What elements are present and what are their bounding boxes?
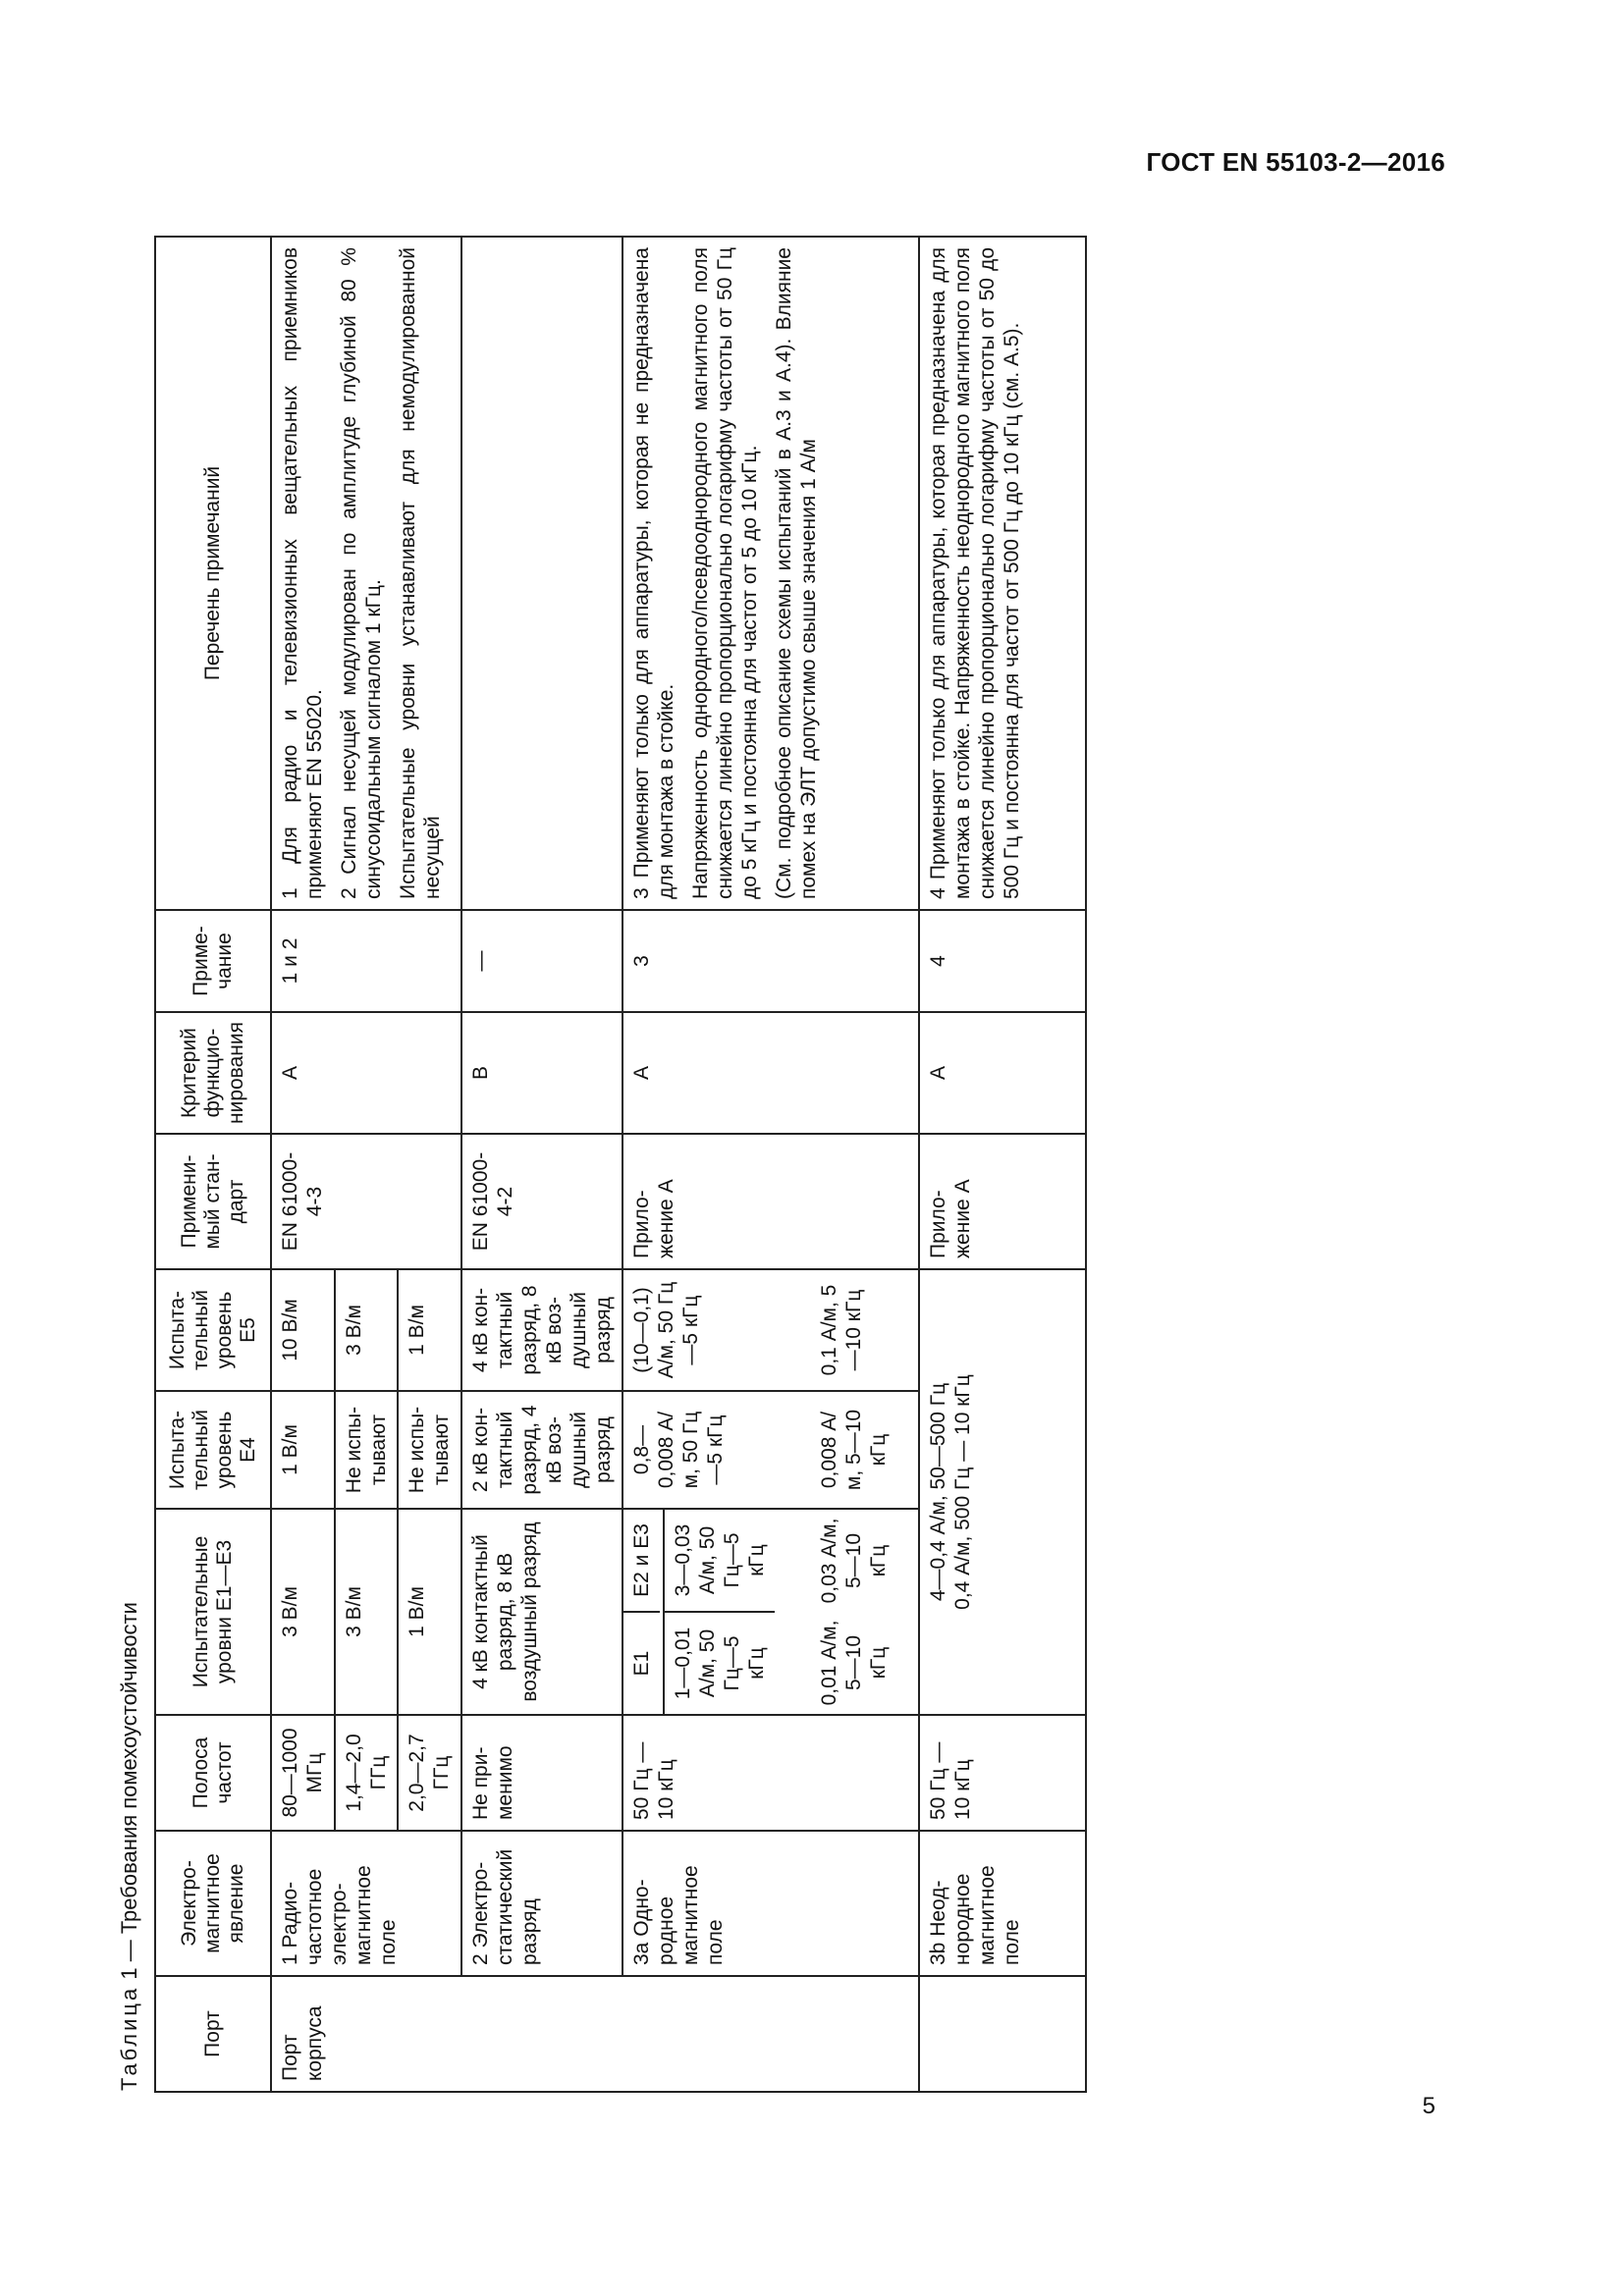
document-standard-header: ГОСТ EN 55103-2—2016 [1146, 147, 1445, 177]
note-text: 3 Применяют только для аппаратуры, которая не предназначена для монтажа в стойке. [630, 247, 677, 899]
col-header-e4: Испыта-тельный уровень Е4 [155, 1391, 271, 1509]
criterion-cell: B [461, 1012, 623, 1134]
levels-merged-cell [919, 1269, 1086, 1715]
e2-e3-label: E2 и E3 [623, 1510, 660, 1613]
port-cell-continued [919, 1976, 1086, 2092]
port-cell-continued [461, 1976, 623, 2092]
phenomenon-cell: 3b Неод-нородное магнитное поле [919, 1831, 1086, 1976]
e-level-split-values [811, 1509, 919, 1715]
table-row [919, 237, 1086, 2092]
e5-cell: 4 кВ кон-тактный разряд, 8 кВ воз-душный разряд [461, 1269, 623, 1391]
col-header-criterion: Критерий функцио-нирования [155, 1012, 271, 1134]
note-text: 1 Для радио и телевизионных вещательных приемников применяют EN 55020. [279, 247, 326, 899]
notes-list-cell [461, 237, 623, 910]
e1-e3-cell: 4 кВ контактный разряд, 8 кВ воздушный разряд [461, 1509, 623, 1715]
table-row [271, 237, 335, 2092]
port-cell-continued [664, 1976, 811, 2092]
e4-cell: 1 В/м [271, 1391, 335, 1509]
e5-cell: 0,1 А/м, 5—10 кГц [811, 1269, 919, 1391]
e5-cell: 1 В/м [398, 1269, 461, 1391]
caption-text: 1 — Требования помехоустойчивости [117, 1602, 141, 1980]
col-header-band: Полоса частот [155, 1715, 271, 1831]
note-text: Испытательные уровни устанавливают для немодулированной несущей [397, 247, 444, 899]
note-cell: 1 и 2 [271, 910, 461, 1012]
note-cell: 3 [623, 910, 919, 1012]
note-text: (См. подробное описание схемы испытаний в А.3 и А.4). Влияние помех на ЭЛТ допустимо свыше значения 1 А/м [773, 247, 820, 899]
notes-list-cell [271, 237, 461, 910]
e-level-split-header [623, 1509, 664, 1715]
table-row [623, 237, 664, 2092]
col-header-notes-list: Перечень примечаний [155, 237, 271, 910]
band-cell: 1,4—2,0 ГГц [335, 1715, 399, 1831]
band-cell: 50 Гц — 10 кГц [623, 1715, 919, 1831]
band-cell: 50 Гц — 10 кГц [919, 1715, 1086, 1831]
note-text: 4 Применяют только для аппаратуры, которая предназначена для монтажа в стойке. Напряженность неоднородного магнитного поля снижается линейно пропорционально логарифму частоты от 50 до 500 Гц и постоянна для частот от 500 Гц до 10 кГц (см. А.5). [927, 247, 1023, 899]
col-header-phenomenon: Электро-магнитное явление [155, 1831, 271, 1976]
band-cell: Не при-менимо [461, 1715, 623, 1831]
e5-cell: 3 В/м [335, 1269, 399, 1391]
standard-cell: Прило-жение A [919, 1134, 1086, 1269]
e5-cell: 10 В/м [271, 1269, 335, 1391]
e1-e3-cell: 1 В/м [398, 1509, 461, 1715]
e2-e3-value-low-band: 3—0,03 А/м, 50 Гц—5 кГц [665, 1510, 775, 1613]
e4-cell: Не испы-тывают [398, 1391, 461, 1509]
phenomenon-cell: 2 Электро-статический разряд [461, 1831, 623, 1976]
phenomenon-cell: 1 Радио-частотное электро-магнитное поле [271, 1831, 461, 1976]
levels-line: 4—0,4 А/м, 50—500 Гц [927, 1382, 949, 1602]
port-cell-continued [811, 1976, 919, 2092]
col-header-note: Приме-чание [155, 910, 271, 1012]
e4-cell: Не испы-тывают [335, 1391, 399, 1509]
e4-cell: 0,8—0,008 А/м, 50 Гц—5 кГц [623, 1391, 811, 1509]
band-cell: 80—1000 МГц [271, 1715, 335, 1831]
col-header-e1-e3: Испытательные уровни Е1—Е3 [155, 1509, 271, 1715]
e2-e3-value-high-band: 0,03 А/м, 5—10 кГц [818, 1518, 890, 1604]
table-row [461, 237, 623, 2092]
e4-cell: 0,008 А/м, 5—10 кГц [811, 1391, 919, 1509]
notes-list-cell [623, 237, 919, 910]
port-cell: Порт корпуса [271, 1976, 461, 2092]
caption-prefix: Таблица [117, 1985, 141, 2091]
standard-cell: EN 61000-4-2 [461, 1134, 623, 1269]
rotated-table-page [115, 228, 1391, 2093]
note-text: Напряженность однородного/псевдооднородного магнитного поля снижается линейно пропорционально логарифму частоты от 50 Гц до 5 кГц и постоянна для частот от 5 до 10 кГц. [689, 247, 761, 899]
header-row [155, 237, 271, 2092]
table-caption [115, 1602, 144, 2091]
criterion-cell: A [919, 1012, 1086, 1134]
phenomenon-cell: 3a Одно-родное магнитное поле [623, 1831, 919, 1976]
standard-cell: Прило-жение A [623, 1134, 919, 1269]
criterion-cell: A [623, 1012, 919, 1134]
port-cell-continued [623, 1976, 664, 2092]
col-header-port: Порт [155, 1976, 271, 2092]
e4-cell: 2 кВ кон-тактный разряд, 4 кВ воз-душный разряд [461, 1391, 623, 1509]
e1-value-low-band: 1—0,01 А/м, 50 Гц—5 кГц [672, 1627, 768, 1700]
e1-e3-cell: 3 В/м [335, 1509, 399, 1715]
e1-value-high-band: 0,01 А/м, 5—10 кГц [818, 1620, 890, 1706]
note-cell: 4 [919, 910, 1086, 1012]
e1-label: E1 [630, 1650, 653, 1677]
note-text: 2 Сигнал несущей модулирован по амплитуде глубиной 80 % синусоидальным сигналом 1 кГц. [338, 247, 385, 899]
col-header-e5: Испыта-тельный уровень Е5 [155, 1269, 271, 1391]
band-cell: 2,0—2,7 ГГц [398, 1715, 461, 1831]
note-cell: — [461, 910, 623, 1012]
col-header-standard: Примени-мый стан-дарт [155, 1134, 271, 1269]
levels-line: 0,4 А/м, 500 Гц — 10 кГц [951, 1374, 974, 1610]
e5-cell: (10—0,1) А/м, 50 Гц—5 кГц [623, 1269, 811, 1391]
standard-cell: EN 61000-4-3 [271, 1134, 461, 1269]
e-level-split-values [664, 1509, 811, 1715]
immunity-requirements-table [154, 236, 1087, 2093]
criterion-cell: A [271, 1012, 461, 1134]
notes-list-cell [919, 237, 1086, 910]
e1-e3-cell: 3 В/м [271, 1509, 335, 1715]
page-number: 5 [1422, 2093, 1435, 2119]
